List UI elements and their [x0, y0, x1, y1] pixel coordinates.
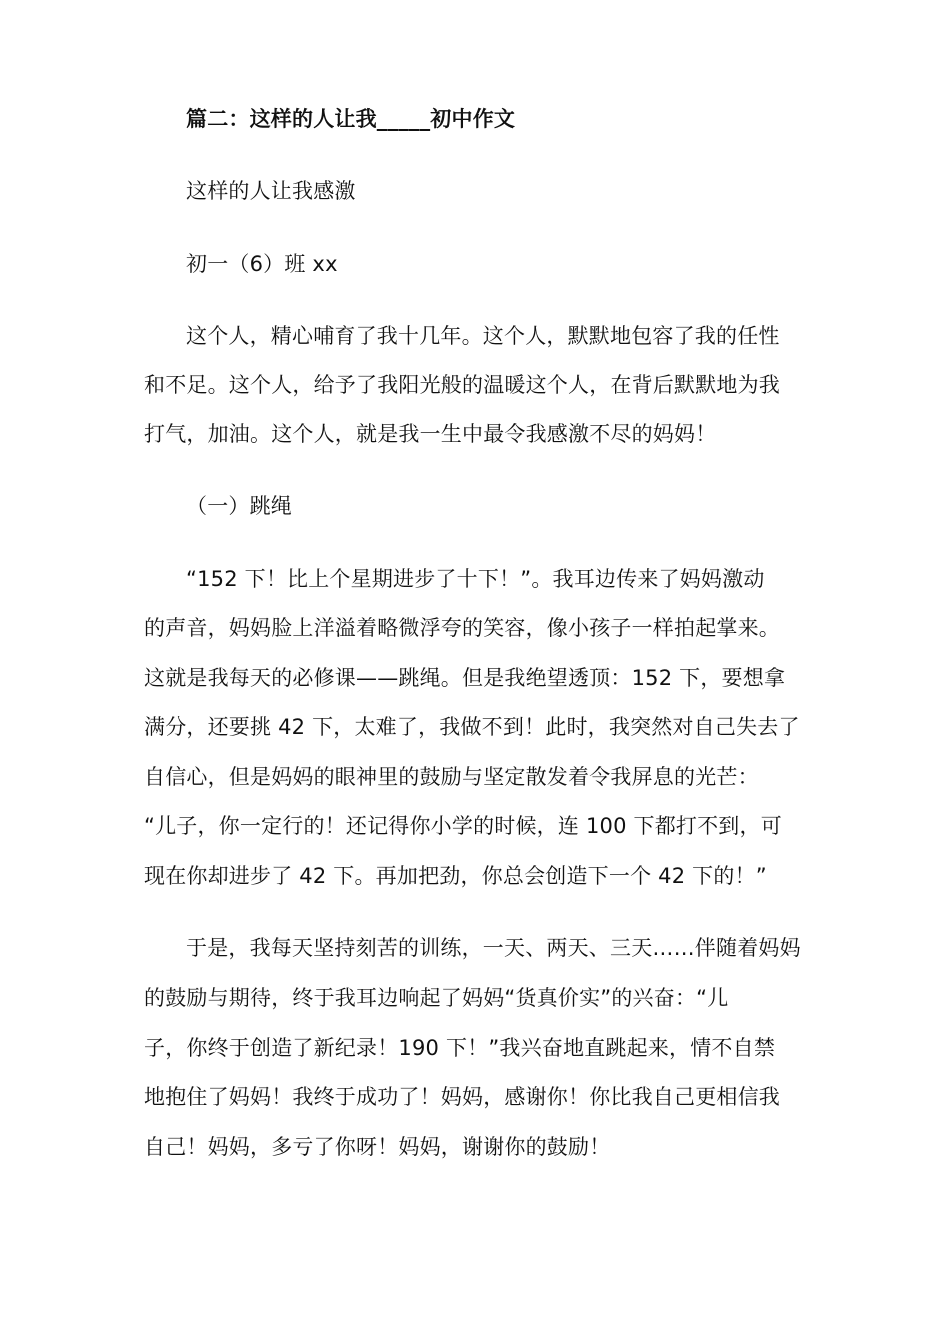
paragraph-2-line-3: 这就是我每天的必修课——跳绳。但是我绝望透顶：152 下，要想拿 — [144, 666, 786, 690]
paragraph-2-line-7: 现在你却进步了 42 下。再加把劲，你总会创造下一个 42 下的！” — [144, 864, 767, 888]
paragraph-2-line-1: “152 下！比上个星期进步了十下！”。我耳边传来了妈妈激动 — [186, 567, 765, 591]
paragraph-1-line-2: 和不足。这个人，给予了我阳光般的温暖这个人，在背后默默地为我 — [144, 373, 780, 397]
paragraph-2-line-2: 的声音，妈妈脸上洋溢着略微浮夸的笑容，像小孩子一样拍起掌来。 — [144, 616, 780, 640]
paragraph-3-line-1: 于是，我每天坚持刻苦的训练，一天、两天、三天……伴随着妈妈 — [186, 936, 801, 960]
document-heading: 篇二：这样的人让我_____初中作文 — [186, 107, 516, 131]
paragraph-3-line-4: 地抱住了妈妈！我终于成功了！妈妈，感谢你！你比我自己更相信我 — [144, 1085, 780, 1109]
essay-title: 这样的人让我感激 — [186, 179, 356, 203]
paragraph-2-line-5: 自信心，但是妈妈的眼神里的鼓励与坚定散发着令我屏息的光芒： — [144, 765, 759, 789]
paragraph-2-line-6: “儿子，你一定行的！还记得你小学的时候，连 100 下都打不到，可 — [144, 814, 782, 838]
paragraph-1-line-1: 这个人，精心哺育了我十几年。这个人，默默地包容了我的任性 — [186, 324, 780, 348]
author-line: 初一（6）班 xx — [186, 252, 338, 276]
paragraph-3-line-5: 自己！妈妈，多亏了你呀！妈妈，谢谢你的鼓励！ — [144, 1135, 611, 1159]
section-title: （一）跳绳 — [186, 494, 292, 518]
paragraph-1-line-3: 打气，加油。这个人，就是我一生中最令我感激不尽的妈妈！ — [144, 422, 717, 446]
paragraph-3-line-3: 子，你终于创造了新纪录！190 下！”我兴奋地直跳起来，情不自禁 — [144, 1036, 776, 1060]
paragraph-3-line-2: 的鼓励与期待，终于我耳边响起了妈妈“货真价实”的兴奋：“儿 — [144, 986, 729, 1010]
paragraph-2-line-4: 满分，还要挑 42 下，太难了，我做不到！此时，我突然对自己失去了 — [144, 715, 800, 739]
